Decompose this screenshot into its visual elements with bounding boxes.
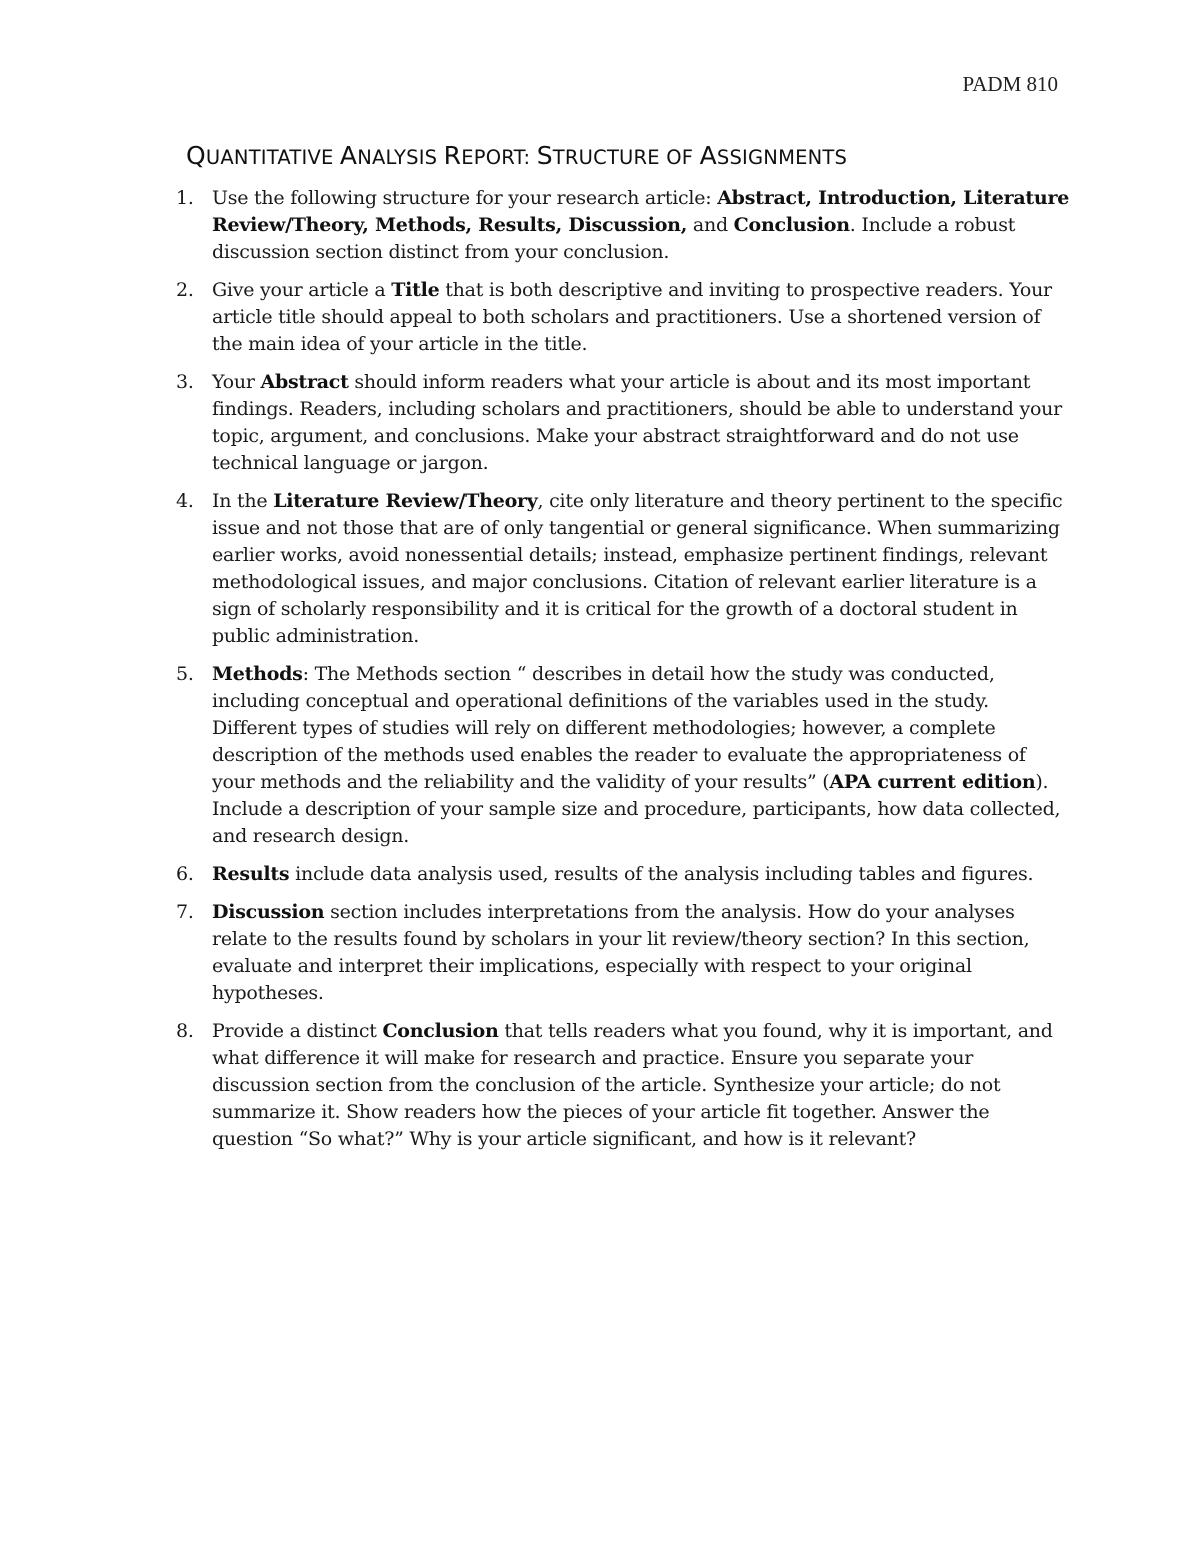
list-item <box>170 1018 1070 1153</box>
list-item <box>170 861 1070 888</box>
list-item-number: 7. <box>176 901 194 923</box>
title-word-1: QUANTITATIVE <box>186 141 340 170</box>
list-item-number: 8. <box>176 1020 194 1042</box>
list-item-text: Results include data analysis used, results of the analysis including tables and figures. <box>212 863 1034 885</box>
list-item <box>170 369 1070 477</box>
list-item <box>170 488 1070 650</box>
list-item-text: Provide a distinct Conclusion that tells readers what you found, why it is important, and what difference it will make for research and practice. Ensure you separate your discussion section from the conclusion of the article. Synthesize your article; do not summarize it. Show readers how the pieces of your article fit together. Answer the question “So what?” Why is your article significant, and how is it relevant? <box>212 1020 1053 1150</box>
list-item-number: 2. <box>176 279 194 301</box>
list-item-number: 5. <box>176 663 194 685</box>
title-word-2: ANALYSIS <box>339 141 444 170</box>
assignment-structure-list <box>170 185 1070 1164</box>
list-item-number: 3. <box>176 371 194 393</box>
list-item-text: In the Literature Review/Theory, cite only literature and theory pertinent to the specific issue and not those that are of only tangential or general significance. When summarizing earlier works, avoid nonessential details; instead, emphasize pertinent findings, relevant methodological issues, and major conclusions. Citation of relevant earlier literature is a sign of scholarly responsibility and it is critical for the growth of a doctoral student in public administration. <box>212 490 1063 647</box>
list-item <box>170 185 1070 266</box>
list-item-text: Use the following structure for your research article: Abstract, Introduction, Literature Review/Theory, Methods, Results, Discussion, and Conclusion. Include a robust discussion section distinct from your conclusion. <box>212 187 1070 263</box>
title-word-4: STRUCTURE OF <box>536 141 700 170</box>
list-item <box>170 899 1070 1007</box>
list-item <box>170 661 1070 850</box>
course-code: PADM 810 <box>962 72 1058 96</box>
list-item-text: Discussion section includes interpretations from the analysis. How do your analyses relate to the results found by scholars in your lit review/theory section? In this section, evaluate and interpret their implications, especially with respect to your original hypotheses. <box>212 901 1030 1004</box>
title-word-3: REPORT: <box>443 141 537 170</box>
page-title <box>186 141 847 170</box>
list-item-number: 6. <box>176 863 194 885</box>
list-item-text: Methods: The Methods section “ describes in detail how the study was conducted, including conceptual and operational definitions of the variables used in the study. Different types of studies will rely on different methodologies; however, a complete description of the methods used enables the reader to evaluate the appropriateness of your methods and the reliability and the validity of your results” (APA current edition). Include a description of your sample size and procedure, participants, how data collected, and research design. <box>212 663 1061 847</box>
list-item-number: 1. <box>176 187 194 209</box>
list-item-text: Give your article a Title that is both descriptive and inviting to prospective readers. Your article title should appeal to both scholars and practitioners. Use a shortened version of the main idea of your article in the title. <box>212 279 1052 355</box>
title-word-5: ASSIGNMENTS <box>699 141 848 170</box>
list-item-number: 4. <box>176 490 194 512</box>
list-item <box>170 277 1070 358</box>
list-item-text: Your Abstract should inform readers what your article is about and its most important findings. Readers, including scholars and practitioners, should be able to understand your topic, argument, and conclusions. Make your abstract straightforward and do not use technical language or jargon. <box>212 371 1062 474</box>
